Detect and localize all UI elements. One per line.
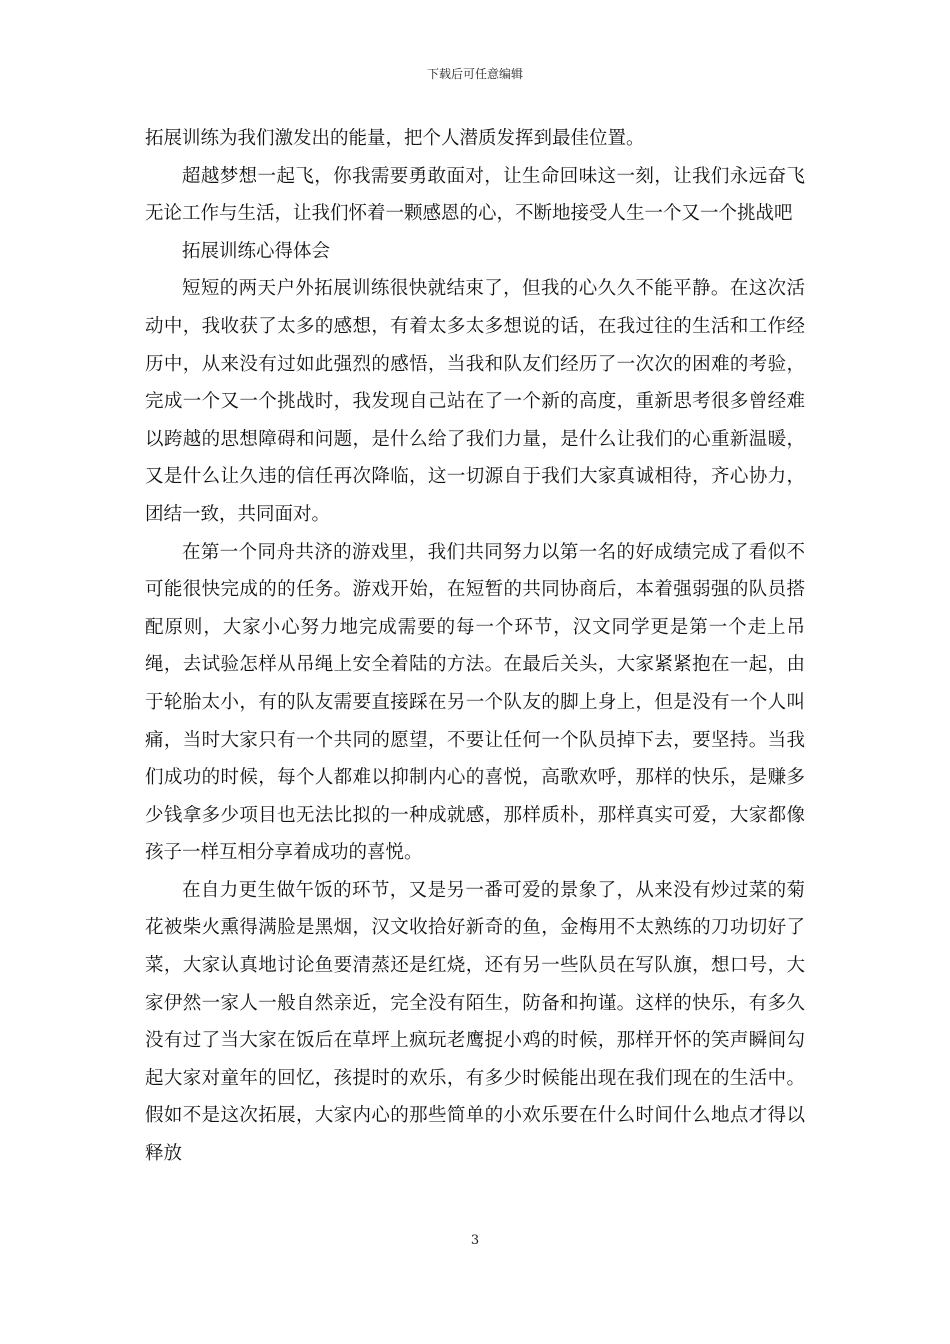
page-header-note: 下载后可任意编辑 <box>426 67 523 81</box>
paragraph-3: 短短的两天户外拓展训练很快就结束了，但我的心久久不能平静。在这次活动中，我收获了太多的感想，有着太多太多想说的话，在我过往的生活和工作经历中，从来没有过如此强烈的感悟，当我和队友们经历了一次次的困难的考验，完成一个又一个挑战时，我发现自己站在了一个新的高度，重新思考很多曾经难以跨越的思想障碍和问题，是什么给了我们力量，是什么让我们的心重新温暖，又是什么让久违的信任再次降临，这一切源自于我们大家真诚相待，齐心协力，团结一致，共同面对。 <box>145 278 805 525</box>
page-number: 3 <box>470 1233 480 1248</box>
paragraph-4: 在第一个同舟共济的游戏里，我们共同努力以第一名的好成绩完成了看似不可能很快完成的的任务。游戏开始，在短暂的共同协商后，本着强弱强的队员搭配原则，大家小心努力地完成需要的每一个环节，汉文同学更是第一个走上吊绳，去试验怎样从吊绳上安全着陆的方法。在最后关头，大家紧紧抱在一起，由于轮胎太小，有的队友需要直接踩在另一个队友的脚上身上，但是没有一个人叫痛，当时大家只有一个共同的愿望，不要让任何一个队员掉下去，要坚持。当我们成功的时候，每个人都难以抑制内心的喜悦，高歌欢呼，那样的快乐，是赚多少钱拿多少项目也无法比拟的一种成就感，那样质朴，那样真实可爱，大家都像孩子一样互相分享着成功的喜悦。 <box>145 541 805 864</box>
paragraph-2: 超越梦想一起飞，你我需要勇敢面对，让生命回味这一刻，让我们永远奋飞无论工作与生活，让我们怀着一颗感恩的心，不断地接受人生一个又一个挑战吧 <box>145 165 805 225</box>
paragraph-1: 拓展训练为我们激发出的能量，把个人潜质发挥到最佳位置。 <box>145 128 645 149</box>
document-body <box>145 120 805 1173</box>
section-heading: 拓展训练心得体会 <box>182 240 331 262</box>
paragraph-5: 在自力更生做午饭的环节，又是另一番可爱的景象了，从来没有炒过菜的菊花被柴火熏得满脸是黑烟，汉文收拾好新奇的鱼，金梅用不太熟练的刀功切好了菜，大家认真地讨论鱼要清蒸还是红烧，还有另一些队员在写队旗，想口号，大家伊然一家人一般自然亲近，完全没有陌生，防备和拘谨。这样的快乐，有多久没有过了当大家在饭后在草坪上疯玩老鹰捉小鸡的时候，那样开怀的笑声瞬间勾起大家对童年的回忆，孩提时的欢乐，有多少时候能出现在我们现在的生活中。假如不是这次拓展，大家内心的那些简单的小欢乐要在什么时间什么地点才得以释放 <box>145 879 805 1165</box>
